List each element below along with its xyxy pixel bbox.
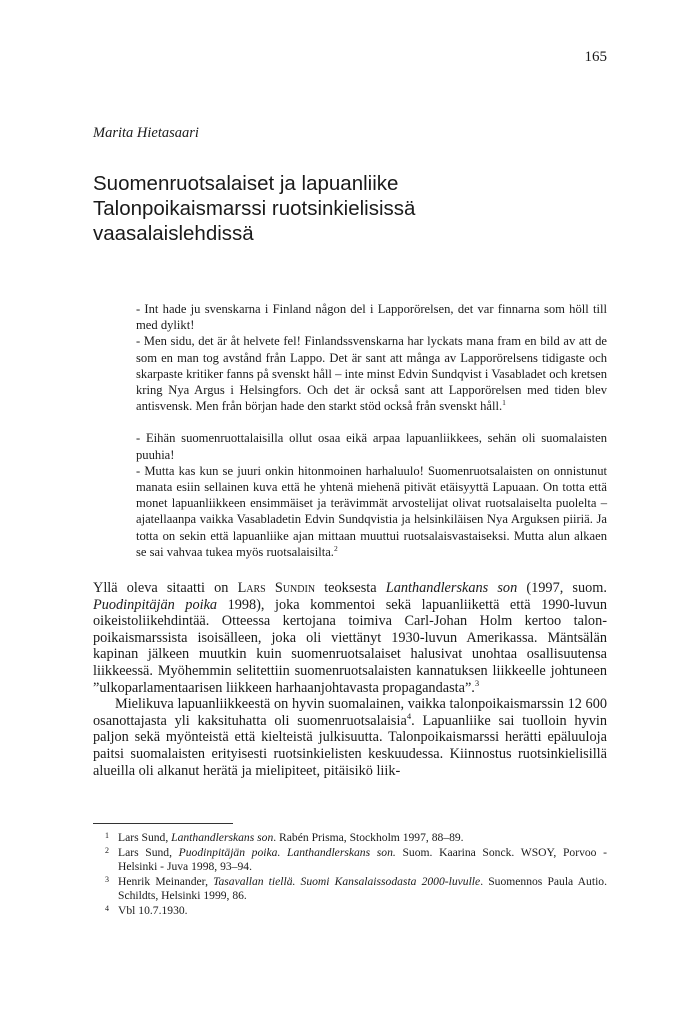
footnote-number: 4: [105, 903, 109, 913]
text-run: Vbl 10.7.1930.: [118, 903, 188, 917]
footnote: [93, 904, 607, 919]
quote-line: - Eihän suomenruottalaisilla ollut osaa eikä arpaa lapuanliikkees, sehän oli suomalaisten puuhia!: [136, 431, 607, 462]
footnote-ref: 3: [474, 677, 480, 688]
article-author: Marita Hietasaari: [93, 125, 199, 141]
footnote-number: 2: [105, 845, 109, 855]
cited-title: Puodinpitäjän poika. Lanthandlerskans son.: [178, 845, 396, 859]
text-run: 1998), joka kommentoi sekä lapuanliikettä että 1990-luvun oikeistoliikehdintää. Otteessa kertojana toimiva Carl-Johan Holm kertoo talonpoikaismarssista isoisälleen, joka oli viettänyt 1930-luvun Amerikassa. Mäntsälän kapinan jälkeen muutkin kuin suomenruotsalaiset halusivat unohtaa osallisuutensa liikkeessä. Myöhemmin selitettiin suomenruotsalaisten kannatuksen liikkeelle johtuneen ”ulkoparlamentaarisen liikkeen harhaanjohtavasta propagandasta”.: [93, 596, 607, 696]
text-run: . Rabén Prisma, Stockholm 1997, 88–89.: [273, 831, 464, 844]
text-run: Suom. Kaarina Sonck. WSOY, Porvoo - Helsinki - Juva 1998, 93–94.: [118, 845, 607, 873]
footnote-ref: 1: [502, 398, 506, 408]
author-name: Lars Sundin: [237, 580, 316, 596]
title-line: Talonpoikaismarssi ruotsinkielisissä: [93, 197, 416, 220]
text-run: . Suomennos Paula Autio. Schildts, Helsinki 1999, 86.: [118, 874, 607, 902]
footnote-ref: 4: [406, 710, 412, 721]
body-paragraph: [93, 696, 607, 779]
body-paragraph: [93, 580, 607, 696]
text-run: Mielikuva lapuanliikkeestä on hyvin suomalainen, vaikka talonpoikaismarssin 12 600 osanottajasta yli kaksituhatta oli suomenruotsalaisia: [93, 696, 607, 729]
quote-text: - Men sidu, det är åt helvete fel! Finlandssvenskarna har lyckats mana fram en bild av att de som en man tog avstånd från Lappo. Det är sant att många av Lapporörelsens tidigaste och skarpaste kritiker fanns på svenskt håll – inte minst Edvin Sundqvist i Vasabladet och kretsen kring Nya Argus i Helsingfors. Och det är också sant att Lapporörelsen med tiden blev antisvensk. Men från början hade den starkt stöd också från svenskt håll.: [136, 334, 607, 414]
footnote: [93, 875, 607, 904]
quote-line: - Int hade ju svenskarna i Finland någon del i Lapporörelsen, det var finnarna som höll till med dylikt!: [136, 302, 607, 333]
text-run: teoksesta: [315, 580, 386, 596]
footnote: [93, 846, 607, 875]
quote-line: [136, 333, 607, 414]
footnote-divider: [93, 823, 233, 824]
footnotes: [93, 831, 607, 918]
quote-line: [136, 463, 607, 560]
cited-title: Tasavallan tiellä. Suomi Kansalaissodasta 2000-luvulle: [213, 874, 481, 888]
text-run: Lars Sund,: [118, 831, 172, 844]
title-line: vaasalaislehdissä: [93, 222, 254, 245]
page-number: 165: [584, 49, 607, 65]
book-title: Puodinpitäjän poika: [93, 596, 218, 613]
footnote-number: 1: [105, 831, 109, 840]
quote-text: - Mutta kas kun se juuri onkin hitonmoinen harhaluulo! Suomenruotsalaisten on onnistunut manata esiin sellainen kuva että he yhtenä miehenä pitivät etäisyyttä Lapuaan. On totta että monet lapuanliikkeen ensimmäiset ja terävimmät arvostelijat olivat ruotsalaiselta puolelta – ajatellaanpa vaikka Vasabladetin Edvin Sundqvistia ja helsinkiläisen Nya Arguksen piiriä. Ja totta on sekin että lapuanliike ajan mittaan muuttui ruotsalaisvastaiseksi. Mutta alun alkaen se sai vahvaa tukea myös ruotsalaisilta.: [136, 463, 607, 559]
body-text: [93, 580, 607, 779]
epigraph-quote: [136, 301, 607, 560]
footnote: [93, 831, 607, 846]
footnote-ref: 2: [333, 543, 338, 553]
title-line: Suomenruotsalaiset ja lapuanliike: [93, 172, 399, 195]
book-title: Lanthandlerskans son: [385, 580, 518, 596]
text-run: Lars Sund,: [118, 845, 179, 859]
article-title: [93, 171, 613, 246]
footnote-number: 3: [105, 874, 109, 884]
text-run: . Lapuanliike sai tuolloin hyvin paljon sekä myönteistä että kielteistä julkisuutta. Talonpoikaismarssi herätti epäluuloja paitsi suomalaisten erityisesti ruotsinkielisten keskuudessa. Kiinnostus ruotsinkielisillä alueilla oli alkanut herätä ja mielipiteet, pitäisikö liik-: [93, 712, 607, 779]
text-run: (1997, suom.: [517, 580, 607, 596]
text-run: Henrik Meinander,: [118, 874, 214, 888]
cited-title: Lanthandlerskans son: [171, 831, 274, 844]
text-run: Yllä oleva sitaatti on: [93, 580, 238, 596]
